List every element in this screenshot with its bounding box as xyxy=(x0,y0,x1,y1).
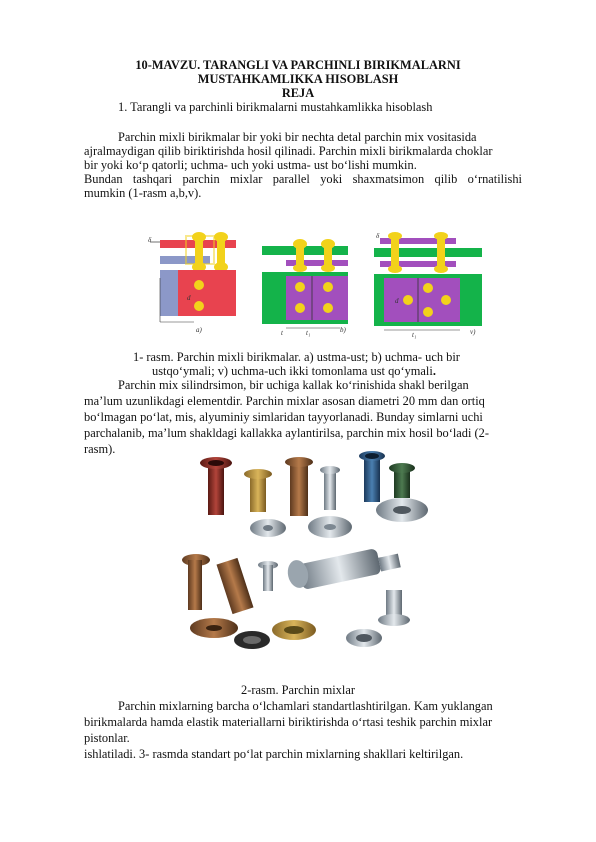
rivet-red-tall xyxy=(200,457,232,515)
rivet-steel-right xyxy=(378,590,410,626)
symbol-t1: t₁ xyxy=(412,331,417,339)
paragraph-1-line: ajralmaydigan qilib biriktirishda hosil qilinadi. Parchin mixli birikmalarda choklar xyxy=(84,144,493,158)
paragraph-1-line: mumkin (1-rasm a,b,v). xyxy=(84,186,202,200)
rivet-eyelet-brass xyxy=(272,620,316,640)
figure-1-caption-line-2: ustqo‘ymali; v) uchma-uch ikki tomonlama ust qo‘ymali. xyxy=(152,364,436,378)
plan-item: 1. Tarangli va parchinli birikmalarni mustahkamlikka hisoblash xyxy=(118,100,433,114)
rivet-steel-small xyxy=(258,561,278,591)
symbol-delta: δ xyxy=(148,236,152,244)
paragraph-2-line: bo‘lmagan po‘lat, mis, alyuminiy simlaridan tayyorlanadi. Bunday simlarni uchi xyxy=(84,410,483,424)
rivet-blind-large xyxy=(285,548,400,590)
rivet-eyelet-dark xyxy=(234,631,270,649)
rivet-brown-long xyxy=(182,554,210,610)
title-line-1: 10-MAVZU. TARANGLI VA PARCHINLI BIRIKMALARNI xyxy=(135,58,461,72)
paragraph-1-line: Parchin mixli birikmalar bir yoki bir nechta detal parchin mix vositasida xyxy=(118,130,477,144)
plan-heading: REJA xyxy=(281,86,315,100)
symbol-d: d xyxy=(187,294,191,302)
rivet-eyelet-steel xyxy=(346,629,382,647)
rivet-copper-lying xyxy=(217,558,254,614)
rivet-green xyxy=(389,463,415,498)
symbol-d: d xyxy=(395,297,399,305)
paragraph-2-line: ma’lum uzunlikdagi elementdir. Parchin mixlar asosan diametri 20 mm dan ortiq xyxy=(84,394,485,408)
paragraph-1-line: bir yoki ko‘p qatorli; uchma- uch yoki ustma- ust bo‘lishi mumkin. xyxy=(84,158,417,172)
rivet-steel-heads xyxy=(250,498,428,538)
rivet-brown-flat xyxy=(190,618,238,638)
symbol-t: t xyxy=(281,329,283,337)
label-a: a) xyxy=(196,326,202,334)
symbol-delta: δ xyxy=(376,232,380,240)
rivet-copper xyxy=(285,457,313,516)
symbol-t1: t₁ xyxy=(306,329,311,337)
figure-1-caption-line-1: 1- rasm. Parchin mixli birikmalar. a) ustma-ust; b) uchma- uch bir xyxy=(133,350,460,364)
rivet-brass-short xyxy=(244,469,272,512)
label-v: v) xyxy=(470,328,476,336)
paragraph-3-line: Parchin mixlarning barcha o‘lchamlari standartlashtirilgan. Kam yuklangan xyxy=(118,699,493,713)
paragraph-2-line: rasm). xyxy=(84,442,116,456)
title-line-2: MUSTAHKAMLIKKA HISOBLASH xyxy=(197,72,399,86)
label-b: b) xyxy=(340,326,346,334)
paragraph-3-line: birikmalarda hamda elastik materiallarni biriktirishda o‘rtasi teshik parchin mixlar xyxy=(84,715,493,729)
rivet-blue xyxy=(359,451,385,502)
paragraph-1-line: Bundan tashqari parchin mixlar parallel yoki shaxmatsimon qilib o‘rnatilishi xyxy=(84,172,522,186)
paragraph-3-line: ishlatiladi. 3- rasmda standart po‘lat parchin mixlarning shakllari keltirilgan. xyxy=(84,747,464,761)
paragraph-2-line: parchalanib, ma’lum shakldagi kallakka aylantirilsa, parchin mix hosil bo‘ladi (2- xyxy=(84,426,489,440)
paragraph-3-line: pistonlar. xyxy=(84,731,130,745)
figure-2-caption: 2-rasm. Parchin mixlar xyxy=(241,683,355,697)
paragraph-2-line: Parchin mix silindrsimon, bir uchiga kallak ko‘rinishida shakl berilgan xyxy=(118,378,469,392)
rivet-steel-tall xyxy=(320,466,340,510)
